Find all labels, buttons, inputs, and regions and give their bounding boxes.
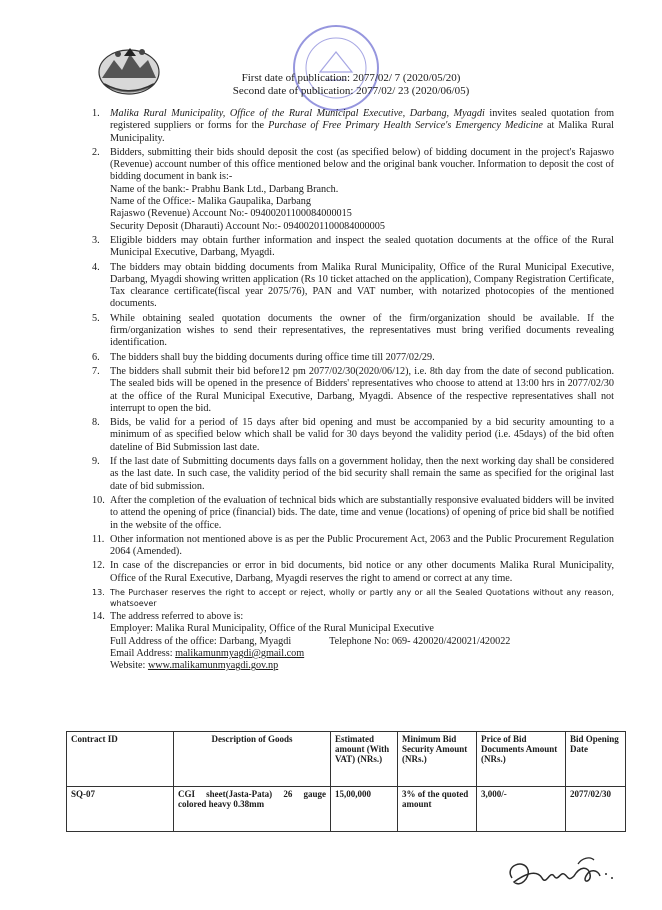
col-opening-date: Bid Opening Date <box>566 732 626 787</box>
deposit-account: Security Deposit (Dharauti) Account No:- 09400201100084000005 <box>110 220 385 232</box>
cell-description: CGI sheet(Jasta-Pata) 26 gauge colored heavy 0.38mm <box>174 787 331 832</box>
full-address-line <box>110 636 614 648</box>
notice-item <box>92 417 614 454</box>
cell-bid-security: 3% of the quoted amount <box>398 787 477 832</box>
item-text: The bidders shall submit their bid before12 pm 2077/02/30(2020/06/12), i.e. 8th day from the date of second publication. The sealed bids will be opened in the presence of Bidders' representatives who choose to attend at 13:00 hrs in 2077/02/30 at the office of the Rural Municipal Executive, Darbang, Myagdi. Absence of the respective representatives shall not interrupt to open the bid. <box>110 365 614 414</box>
table-header-row <box>67 732 626 787</box>
notice-item <box>92 534 614 559</box>
item-text: Eligible bidders may obtain further information and inspect the sealed quotation documents at the office of the Rural Municipal Executive, Darbang, Myagdi. <box>110 234 614 259</box>
office-name: Malika Rural Municipality, Office of the Rural Municipal Executive, Darbang, Myagdi <box>110 108 485 119</box>
item-number: 14. <box>92 610 105 622</box>
item-number: 4. <box>92 261 100 273</box>
item-number: 11. <box>92 533 105 545</box>
item-text: The bidders shall buy the bidding documents during office time till 2077/02/29. <box>110 351 435 363</box>
employer-line: Employer: Malika Rural Municipality, Office of the Rural Municipal Executive <box>110 623 434 635</box>
item-number: 1. <box>92 108 100 119</box>
website-link[interactable]: www.malikamunmyagdi.gov.np <box>147 660 279 672</box>
address-intro: The address referred to above is: <box>110 610 244 622</box>
revenue-account: Rajaswo (Revenue) Account No:- 09400201100084000015 <box>110 208 352 220</box>
item-text: Bidders, submitting their bids should deposit the cost (as specified below) of bidding document in the project's Rajaswo (Revenue) account number of this office mentioned below and the original bank voucher. Information to deposit the cost of bidding document in bank is:- <box>110 146 614 183</box>
col-document-price: Price of Bid Documents Amount (NRs.) <box>477 732 566 787</box>
item-number: 6. <box>92 351 100 363</box>
address-item <box>92 611 614 672</box>
cell-document-price: 3,000/- <box>477 787 566 832</box>
notice-item <box>92 366 614 415</box>
notice-item <box>92 108 614 145</box>
bank-name: Name of the bank:- Prabhu Bank Ltd., Darbang Branch. <box>110 183 339 195</box>
item-text: In case of the discrepancies or error in bid documents, bid notice or any other documents Malika Rural Municipality, Office of the Rural Executive, Darbang, Myagdi reserves the right to amend or correct at any time. <box>110 560 614 584</box>
item-number: 9. <box>92 456 100 468</box>
notice-list <box>92 108 614 674</box>
second-publication-date: Second date of publication: 2077/02/ 23 (2020/06/05) <box>232 85 470 97</box>
item-number: 3. <box>92 234 100 246</box>
notice-item <box>92 262 614 311</box>
item-text-part: at Malika Rural Municipality. <box>110 120 614 144</box>
notice-item <box>92 495 614 532</box>
cell-contract-id: SQ-07 <box>67 787 174 832</box>
email-label: Email Address: <box>110 647 176 659</box>
notice-item <box>92 313 614 350</box>
item-number: 8. <box>92 417 100 429</box>
col-bid-security: Minimum Bid Security Amount (NRs.) <box>398 732 477 787</box>
office-name-line: Name of the Office:- Malika Gaupalika, Darbang <box>110 196 311 208</box>
item-number: 5. <box>92 312 100 324</box>
notice-item <box>92 235 614 260</box>
item-number: 7. <box>92 365 100 377</box>
bid-table <box>66 731 626 832</box>
website-label: Website: <box>110 660 148 672</box>
notice-item <box>92 456 614 493</box>
item-text: After the completion of the evaluation of technical bids which are substantially responsive evaluated bidders will be invited to attend the opening of price (financial) bids. The date, time and venue (locations) of opening of price bid shall be notified in the website of the office. <box>110 494 614 531</box>
table-row <box>67 787 626 832</box>
notice-item <box>92 560 614 585</box>
item-text: The Purchaser reserves the right to accept or reject, wholly or partly any or all the Sealed Quotations without any reason, whatsoever <box>110 587 614 608</box>
cell-estimated-amount: 15,00,000 <box>331 787 398 832</box>
col-contract-id: Contract ID <box>67 732 174 787</box>
signature <box>502 848 630 896</box>
item-text <box>110 108 614 145</box>
item-text: The bidders may obtain bidding documents from Malika Rural Municipality, Office of the Rural Municipal Executive, Darbang, Myagdi showing written application (Rs 10 ticket attached on the application), Company Registration Certificate, Tax clearance certificate(fiscal year 2075/76), PAN and VAT number, with notarized photocopies of the mentioned documents. <box>110 261 614 310</box>
cell-opening-date: 2077/02/30 <box>566 787 626 832</box>
item-text: Bids, be valid for a period of 15 days after bid opening and must be accompanied by a bid security amounting to a minimum of as specified below which shall be valid for 30 days beyond the validity period (i.e. 45days) of the bid often dateline of Bid Submission last date. <box>110 417 614 453</box>
notice-item <box>92 147 614 233</box>
first-publication-date: First date of publication: 2077/02/ 7 (2020/05/20) <box>241 72 461 84</box>
col-description: Description of Goods <box>174 732 331 787</box>
notice-item <box>92 587 614 609</box>
item-number: 2. <box>92 146 100 158</box>
email-line <box>110 648 614 660</box>
item-text-part: invites sealed quotation from registered suppliers or forms for the <box>110 108 614 132</box>
item-text: While obtaining sealed quotation documents the owner of the firm/organization should be available. If the firm/organization wishes to send their representatives, the representatives must bring verified documents revealing identification. <box>110 312 614 349</box>
item-number: 13. <box>92 587 105 597</box>
item-text: Other information not mentioned above is as per the Public Procurement Act, 2063 and the Public Procurement Regulation 2064 (Amended). <box>110 533 614 558</box>
purchase-title: Purchase of Free Primary Health Service's Emergency Medicine <box>268 120 543 132</box>
item-number: 10. <box>92 494 105 506</box>
item-number: 12. <box>92 560 105 572</box>
website-line <box>110 660 614 672</box>
official-stamp <box>290 22 382 114</box>
notice-item <box>92 352 614 364</box>
email-link[interactable]: malikamunmyagdi@gmail.com <box>175 647 305 659</box>
item-text: If the last date of Submitting documents days falls on a government holiday, then the next working day shall be considered as the last date. In such case, the validity period of the bid security shall remain the same as specified for the original last date of bid submission. <box>110 456 614 492</box>
phone-number: Telephone No: 069- 420020/420021/420022 <box>329 635 511 647</box>
col-estimated-amount: Estimated amount (With VAT) (NRs.) <box>331 732 398 787</box>
full-address: Full Address of the office: Darbang, Myagdi <box>110 635 292 647</box>
